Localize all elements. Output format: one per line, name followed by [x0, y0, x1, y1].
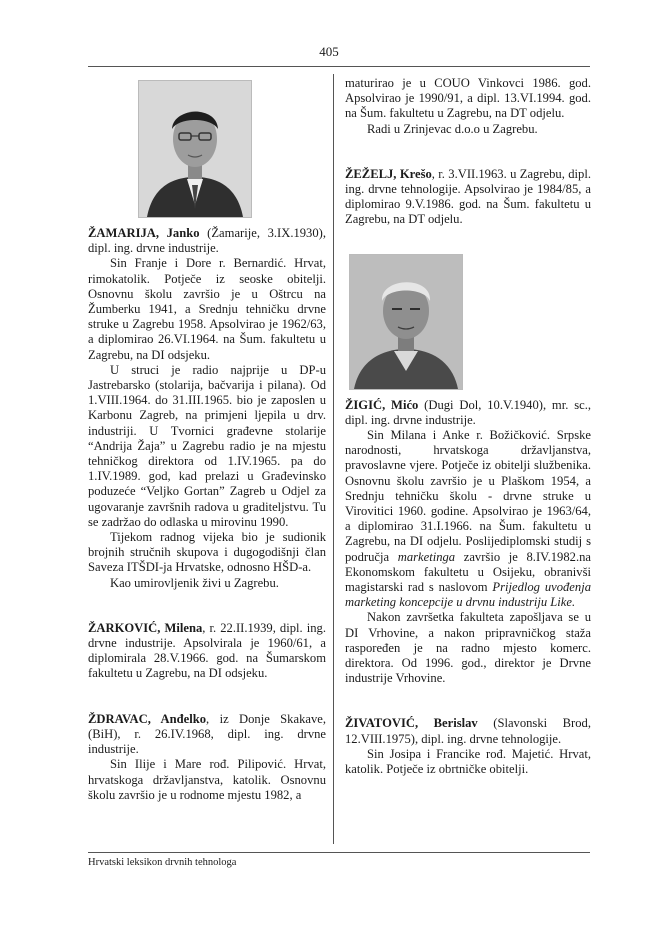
entry-zezelj	[345, 167, 591, 228]
footer-title: Hrvatski leksikon drvnih tehnologa	[88, 857, 237, 868]
entry-gap	[345, 137, 591, 167]
entry-gap	[88, 591, 326, 621]
entry-lead-zezelj: , r. 3.VII.1963. u Zagrebu, dipl. ing. drvne tehnologije. Apsolvirao je 1984/85, a diplomirao 9.V.1986. god. na Šum. fakultetu u Zagrebu, na DT odjelu.	[345, 166, 591, 227]
entry-zamarija	[88, 226, 326, 591]
paragraph-text: Sin Milana i Anke r. Božičković. Srpske narodnosti, hrvatskoga državljanstva, pravoslavne vjere. Potječe iz obitelji službenika. Osnovnu školu završio je u Plaškom 1954, a Srednju tehničku školu - drvne struke u Virovitici 1960. godine. Apsolvirao je 1963/64, a diplomirao 31.I.1966. na Šum. fakultetu u Zagrebu, na DI odjelu. Poslijediplomski studij s područja	[345, 428, 591, 564]
paragraph: Sin Ilije i Mare rođ. Pilipović. Hrvat, hrvatskoga državljanstva, katolik. Osnovnu školu završio je u rodnome mjestu 1982, a	[88, 757, 326, 802]
entry-zarkovic	[88, 621, 326, 682]
entry-lead-zarkovic: , r. 22.II.1939, dipl. ing. drvne industrije. Apsolvirala je 1960/61, a diplomirala 28.V.1966. god. na Šumarskom fakultetu u Zagrebu, na DI odsjeku.	[88, 620, 326, 681]
entry-lead-zamarija: (Žamarije, 3.IX.1930), dipl. ing. drvne industrije.	[88, 226, 326, 256]
portrait-photo-zigic	[349, 254, 463, 390]
headword-zezelj: ŽEŽELJ, Krešo	[345, 166, 432, 181]
portrait-zigic-image	[350, 255, 462, 389]
entry-zivatovic	[345, 716, 591, 777]
headword-zamarija: ŽAMARIJA, Janko	[88, 226, 200, 240]
headword-zdravac: ŽDRAVAC, Anđelko	[88, 711, 207, 726]
paragraph: Kao umirovljenik živi u Zagrebu.	[110, 575, 279, 590]
portrait-photo-zamarija	[138, 80, 252, 218]
paragraph-italic: marketinga	[397, 549, 456, 564]
entry-zdravac	[88, 712, 326, 803]
entry-gap	[345, 686, 591, 716]
paragraph: maturirao je u COUO Vinkovci 1986. god. Apsolvirao je 1990/91, a dipl. 13.VI.1994. god. na Šum. fakultetu u Zagrebu, na DT odjelu.	[345, 76, 591, 121]
paragraph: Nakon završetka fakulteta zapošljava se u DI Vrhovine, a nakon pripravničkog staža raspoređen je na radno mjesto komerc. direktora. Od 1996. god., direktor je Drvne industrije Vrhovine.	[345, 610, 591, 686]
entry-lead-zivatovic: (Slavonski Brod, 12.VIII.1975), dipl. ing. drvne tehnologije.	[345, 716, 591, 746]
paragraph: U struci je radio najprije u DP-u Jastrebarsko (stolarija, bačvarija i pilana). Od 1.VIII.1964. do 31.III.1965. bio je zaposlen u Karbonu Zagreb, na primjeni ljepila u drv. industriji. U Tvornici građevne stolarije “Andrija Žaja” u Zagrebu radio je na mjestu tehničkog direktora od 1.IV.1965. pa do 1.IV.1989. god, kad prelazi u Građevinsko poduzeće “Veljko Gortan” Zagreb u Odjel za ugovaranje završnih radova u graditeljstvu. Tu se zadržao do odlaska u mirovinu 1990.	[88, 362, 326, 529]
left-column	[88, 80, 326, 803]
entry-lead-zigic: (Dugi Dol, 10.V.1940), mr. sc., dipl. ing. drvne industrije.	[345, 397, 591, 427]
header-rule	[88, 66, 590, 67]
page-number: 405	[319, 44, 339, 59]
paragraph: Sin Franje i Dore r. Bernardić. Hrvat, rimokatolik. Potječe iz seoske obitelji. Osnovnu školu završio je u Oštrcu na Žumberku 1941, a Srednju tehničku drvne struke u Zagrebu 1958. Apsolvirao je 1962/63, a diplomirao 26.VI.1964. na Šum. fakultetu u Zagrebu, na DI odsjeku.	[88, 256, 326, 362]
portrait-zamarija-image	[139, 81, 251, 217]
thesis-title: Prijedlog uvođenja marketing koncepcije u drvnu industriju Like.	[345, 580, 591, 610]
footer-rule	[88, 852, 590, 853]
paragraph: Tijekom radnog vijeka bio je sudionik brojnih stručnih skupova i dugogodišnji član Saveza ITŠDI-ja Hrvatske, odnosno HŠD-a.	[88, 530, 326, 575]
entry-gap	[345, 228, 591, 254]
paragraph: Radi u Zrinjevac d.o.o u Zagrebu.	[367, 121, 538, 136]
entry-zigic	[345, 398, 591, 687]
paragraph-text: završio je 8.IV.1982.na Ekonomskom fakultetu u Osijeku, obranivši magistarski rad s naslovom	[345, 549, 591, 595]
paragraph	[345, 428, 591, 610]
headword-zarkovic: ŽARKOVIĆ, Milena	[88, 620, 203, 635]
headword-zigic: ŽIGIĆ, Mićo	[345, 397, 419, 412]
right-column	[345, 76, 591, 777]
paragraph: Sin Josipa i Francike rođ. Majetić. Hrvat, katolik. Potječe iz obrtničke obitelji.	[345, 746, 591, 777]
headword-zivatovic: ŽIVATOVIĆ, Berislav	[345, 716, 478, 731]
entry-zdravac-continued	[345, 76, 591, 137]
entry-gap	[88, 682, 326, 712]
column-divider	[333, 74, 334, 844]
entry-lead-zdravac: , iz Donje Skakave, (BiH), r. 26.IV.1968, dipl. ing. drvne industrije.	[88, 711, 326, 757]
